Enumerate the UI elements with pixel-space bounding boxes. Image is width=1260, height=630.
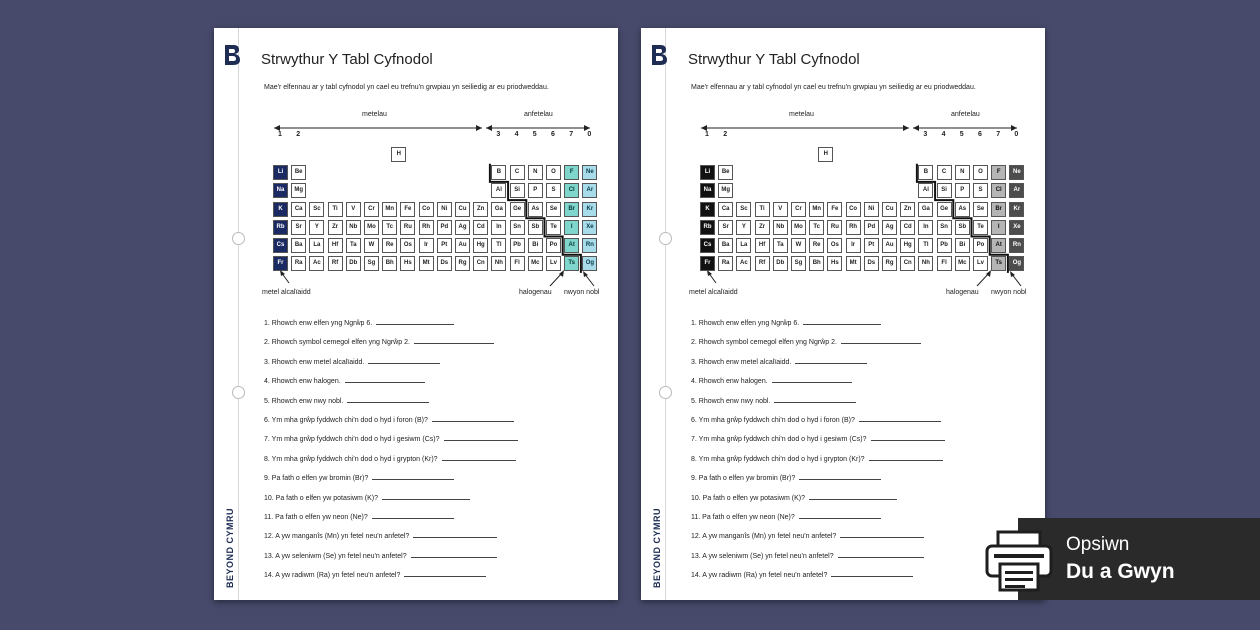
element-cell: Ar (1009, 183, 1024, 198)
element-cell: Ru (827, 220, 842, 235)
element-cell: Sb (955, 220, 970, 235)
element-cell: Cs (700, 238, 715, 253)
group-number: 7 (996, 131, 1001, 138)
worksheet-title: Strwythur Y Tabl Cyfnodol (261, 51, 433, 68)
question-item: 9. Pa fath o elfen yw bromin (Br)? (264, 473, 454, 482)
element-cell: Ru (400, 220, 415, 235)
answer-blank[interactable] (859, 415, 941, 422)
element-cell: Br (991, 202, 1006, 217)
group-number: 2 (723, 131, 728, 138)
group-number: 1 (705, 131, 709, 138)
element-cell: Rh (846, 220, 861, 235)
element-cell: Ba (718, 238, 733, 253)
element-cell: Ti (755, 202, 770, 217)
answer-blank[interactable] (347, 396, 429, 403)
side-brand: BEYOND CYMRU (652, 507, 662, 589)
element-cell: Cr (364, 202, 379, 217)
element-cell: Rg (882, 256, 897, 271)
element-cell: Rn (1009, 238, 1024, 253)
element-cell: Pt (437, 238, 452, 253)
element-cell: Se (546, 202, 561, 217)
element-cell: Bi (528, 238, 543, 253)
group-number: 5 (532, 131, 537, 138)
element-cell: N (955, 165, 970, 180)
element-cell: Nb (346, 220, 361, 235)
element-cell: K (273, 202, 288, 217)
element-cell: Sb (528, 220, 543, 235)
group-number: 4 (941, 131, 946, 138)
element-cell: Al (491, 183, 506, 198)
element-cell: Na (273, 183, 288, 198)
element-cell: Au (455, 238, 470, 253)
element-cell: Cs (273, 238, 288, 253)
group-number: 7 (569, 131, 574, 138)
element-cell: Fl (510, 256, 525, 271)
element-cell: Fe (400, 202, 415, 217)
element-cell: V (773, 202, 788, 217)
element-cell: At (564, 238, 579, 253)
element-cell: Mt (846, 256, 861, 271)
element-cell: Ge (510, 202, 525, 217)
group-number: 0 (587, 131, 592, 138)
element-cell: B (918, 165, 933, 180)
answer-blank[interactable] (871, 434, 945, 441)
element-cell: Mc (528, 256, 543, 271)
question-item: 10. Pa fath o elfen yw potasiwm (K)? (264, 493, 470, 502)
element-cell: Ga (918, 202, 933, 217)
element-cell: Ds (437, 256, 452, 271)
element-cell: Zn (900, 202, 915, 217)
element-cell: Co (846, 202, 861, 217)
question-item: 5. Rhowch enw nwy nobl. (691, 396, 856, 405)
element-cell: Y (309, 220, 324, 235)
element-cell: Zr (755, 220, 770, 235)
answer-blank[interactable] (372, 512, 454, 519)
element-cell: Sc (736, 202, 751, 217)
question-item: 12. A yw manganîs (Mn) yn fetel neu'n anfetel? (264, 531, 497, 540)
question-item: 13. A yw seleniwm (Se) yn fetel neu'n anfetel? (691, 551, 924, 560)
answer-blank[interactable] (404, 570, 486, 577)
answer-blank[interactable] (869, 454, 943, 461)
answer-blank[interactable] (799, 473, 881, 480)
element-cell: Xe (1009, 220, 1024, 235)
element-cell: Cu (455, 202, 470, 217)
question-item: 1. Rhowch enw elfen yng Ngrŵp 6. (691, 318, 881, 327)
element-cell: Tl (918, 238, 933, 253)
element-cell: Ti (328, 202, 343, 217)
question-item: 3. Rhowch enw metel alcalïaidd. (691, 357, 867, 366)
element-cell: Bh (809, 256, 824, 271)
noble-gases-callout: nwyon nobl (991, 289, 1027, 296)
halogens-callout: halogenau (519, 289, 552, 296)
answer-blank[interactable] (772, 376, 852, 383)
alkali-callout: metel alcalïaidd (689, 289, 738, 296)
element-cell: Bh (382, 256, 397, 271)
element-cell: I (991, 220, 1006, 235)
answer-blank[interactable] (841, 337, 921, 344)
question-item: 3. Rhowch enw metel alcalïaidd. (264, 357, 440, 366)
element-cell: O (546, 165, 561, 180)
element-cell: Ag (882, 220, 897, 235)
element-cell: Ag (455, 220, 470, 235)
worksheet-color[interactable] (214, 28, 618, 600)
group-number: 5 (959, 131, 964, 138)
element-cell: Hg (473, 238, 488, 253)
element-cell: Fr (700, 256, 715, 271)
answer-blank[interactable] (838, 551, 924, 558)
element-cell: S (973, 183, 988, 198)
element-cell: Cd (473, 220, 488, 235)
group-number: 2 (296, 131, 301, 138)
worksheet-intro: Mae'r elfennau ar y tabl cyfnodol yn cael eu trefnu'n grwpiau yn seiliedig ar eu priodweddau. (264, 84, 549, 91)
worksheet-title: Strwythur Y Tabl Cyfnodol (688, 51, 860, 68)
element-cell: Mg (291, 183, 306, 198)
element-cell: Be (291, 165, 306, 180)
element-cell: Xe (582, 220, 597, 235)
element-cell: Bi (955, 238, 970, 253)
element-cell: Te (973, 220, 988, 235)
element-cell: Po (546, 238, 561, 253)
question-item: 5. Rhowch enw nwy nobl. (264, 396, 429, 405)
question-item: 11. Pa fath o elfen yw neon (Ne)? (691, 512, 881, 521)
question-item: 12. A yw manganîs (Mn) yn fetel neu'n anfetel? (691, 531, 924, 540)
element-cell: Mt (419, 256, 434, 271)
element-cell: Ac (736, 256, 751, 271)
element-cell: K (700, 202, 715, 217)
question-item: 7. Ym mha grŵp fyddwch chi'n dod o hyd i gesiwm (Cs)? (264, 434, 518, 443)
nonmetals-label: anfetelau (524, 111, 553, 118)
element-cell: Ni (437, 202, 452, 217)
element-cell: Y (736, 220, 751, 235)
answer-blank[interactable] (413, 531, 497, 538)
element-cell: Hf (755, 238, 770, 253)
element-cell: P (955, 183, 970, 198)
question-item: 10. Pa fath o elfen yw potasiwm (K)? (691, 493, 897, 502)
element-cell: At (991, 238, 1006, 253)
element-cell: Lv (546, 256, 561, 271)
answer-blank[interactable] (432, 415, 514, 422)
element-cell: H (391, 147, 406, 162)
element-cell: F (564, 165, 579, 180)
element-cell: C (937, 165, 952, 180)
group-number: 6 (551, 131, 555, 138)
element-cell: Db (773, 256, 788, 271)
element-cell: Tl (491, 238, 506, 253)
answer-blank[interactable] (411, 551, 497, 558)
answer-blank[interactable] (376, 318, 454, 325)
element-cell: Fe (827, 202, 842, 217)
element-cell: Ga (491, 202, 506, 217)
badge-option-label: Opsiwn (1066, 534, 1130, 555)
element-cell: Zr (328, 220, 343, 235)
element-cell: In (491, 220, 506, 235)
answer-blank[interactable] (774, 396, 856, 403)
element-cell: Hs (827, 256, 842, 271)
element-cell: Cl (564, 183, 579, 198)
element-cell: Hf (328, 238, 343, 253)
group-number: 3 (496, 131, 501, 138)
question-item: 14. A yw radiwm (Ra) yn fetel neu'n anfetel? (691, 570, 913, 579)
element-cell: Fl (937, 256, 952, 271)
answer-blank[interactable] (382, 493, 470, 500)
badge-bw-label: Du a Gwyn (1066, 560, 1175, 583)
element-cell: Os (827, 238, 842, 253)
element-cell: Li (273, 165, 288, 180)
question-item: 2. Rhowch symbol cemegol elfen yng Ngrŵp 2. (691, 337, 921, 346)
element-cell: Ra (291, 256, 306, 271)
element-cell: Ds (864, 256, 879, 271)
element-cell: Ta (773, 238, 788, 253)
element-cell: Kr (582, 202, 597, 217)
element-cell: Os (400, 238, 415, 253)
element-cell: Mo (791, 220, 806, 235)
element-cell: Cr (791, 202, 806, 217)
answer-blank[interactable] (799, 512, 881, 519)
answer-blank[interactable] (831, 570, 913, 577)
element-cell: Ge (937, 202, 952, 217)
element-cell: Br (564, 202, 579, 217)
element-cell: Rf (755, 256, 770, 271)
element-cell: Ts (564, 256, 579, 271)
answer-blank[interactable] (368, 357, 440, 364)
element-cell: Te (546, 220, 561, 235)
element-cell: Pd (437, 220, 452, 235)
printer-icon (984, 528, 1054, 592)
element-cell: Po (973, 238, 988, 253)
element-cell: Sn (510, 220, 525, 235)
element-cell: Ac (309, 256, 324, 271)
worksheet-black-white[interactable] (641, 28, 1045, 600)
element-cell: W (364, 238, 379, 253)
element-cell: Rb (700, 220, 715, 235)
element-cell: Mn (382, 202, 397, 217)
answer-blank[interactable] (795, 357, 867, 364)
callout-arrows (641, 28, 1045, 328)
element-cell: Kr (1009, 202, 1024, 217)
element-cell: Na (700, 183, 715, 198)
element-cell: Sn (937, 220, 952, 235)
element-cell: P (528, 183, 543, 198)
element-cell: Ba (291, 238, 306, 253)
group-number: 3 (923, 131, 928, 138)
element-cell: H (818, 147, 833, 162)
element-cell: Mo (364, 220, 379, 235)
black-white-option-badge[interactable] (1018, 518, 1260, 600)
element-cell: Cl (991, 183, 1006, 198)
element-cell: O (973, 165, 988, 180)
element-cell: Ts (991, 256, 1006, 271)
question-item: 11. Pa fath o elfen yw neon (Ne)? (264, 512, 454, 521)
answer-blank[interactable] (372, 473, 454, 480)
element-cell: Ir (846, 238, 861, 253)
metals-label: metelau (789, 111, 814, 118)
element-cell: Li (700, 165, 715, 180)
nonmetals-label: anfetelau (951, 111, 980, 118)
element-cell: Ne (1009, 165, 1024, 180)
question-item: 4. Rhowch enw halogen. (264, 376, 425, 385)
element-cell: Be (718, 165, 733, 180)
element-cell: C (510, 165, 525, 180)
element-cell: Lv (973, 256, 988, 271)
element-cell: As (528, 202, 543, 217)
element-cell: Ar (582, 183, 597, 198)
element-cell: Sg (791, 256, 806, 271)
binder-hole (232, 386, 245, 399)
element-cell: Au (882, 238, 897, 253)
element-cell: Zn (473, 202, 488, 217)
element-cell: Mn (809, 202, 824, 217)
noble-gases-callout: nwyon nobl (564, 289, 600, 296)
element-cell: Rh (419, 220, 434, 235)
element-cell: Cd (900, 220, 915, 235)
worksheet-intro: Mae'r elfennau ar y tabl cyfnodol yn cael eu trefnu'n grwpiau yn seiliedig ar eu priodweddau. (691, 84, 976, 91)
element-cell: Se (973, 202, 988, 217)
group-number: 1 (278, 131, 282, 138)
element-cell: Nb (773, 220, 788, 235)
element-cell: Hs (400, 256, 415, 271)
element-cell: Re (809, 238, 824, 253)
metals-label: metelau (362, 111, 387, 118)
element-cell: S (546, 183, 561, 198)
element-cell: Sc (309, 202, 324, 217)
question-item: 4. Rhowch enw halogen. (691, 376, 852, 385)
element-cell: B (491, 165, 506, 180)
element-cell: I (564, 220, 579, 235)
element-cell: Nh (491, 256, 506, 271)
question-item: 2. Rhowch symbol cemegol elfen yng Ngrŵp 2. (264, 337, 494, 346)
question-item: 7. Ym mha grŵp fyddwch chi'n dod o hyd i gesiwm (Cs)? (691, 434, 945, 443)
element-cell: Nh (918, 256, 933, 271)
answer-blank[interactable] (803, 318, 881, 325)
alkali-callout: metel alcalïaidd (262, 289, 311, 296)
binder-hole (659, 386, 672, 399)
answer-blank[interactable] (840, 531, 924, 538)
question-item: 6. Ym mha grŵp fyddwch chi'n dod o hyd i foron (B)? (264, 415, 514, 424)
element-cell: Ni (864, 202, 879, 217)
element-cell: Og (1009, 256, 1024, 271)
element-cell: Rf (328, 256, 343, 271)
element-cell: Sr (291, 220, 306, 235)
element-cell: Db (346, 256, 361, 271)
element-cell: N (528, 165, 543, 180)
element-cell: Cn (473, 256, 488, 271)
group-number: 4 (514, 131, 519, 138)
element-cell: Hg (900, 238, 915, 253)
element-cell: F (991, 165, 1006, 180)
halogens-callout: halogenau (946, 289, 979, 296)
answer-blank[interactable] (442, 454, 516, 461)
element-cell: Cu (882, 202, 897, 217)
answer-blank[interactable] (444, 434, 518, 441)
element-cell: Re (382, 238, 397, 253)
element-cell: V (346, 202, 361, 217)
element-cell: Al (918, 183, 933, 198)
element-cell: Rb (273, 220, 288, 235)
element-cell: Sg (364, 256, 379, 271)
question-item: 14. A yw radiwm (Ra) yn fetel neu'n anfetel? (264, 570, 486, 579)
element-cell: Si (937, 183, 952, 198)
element-cell: La (309, 238, 324, 253)
element-cell: Pt (864, 238, 879, 253)
element-cell: Pd (864, 220, 879, 235)
element-cell: W (791, 238, 806, 253)
side-brand: BEYOND CYMRU (225, 507, 235, 589)
group-number: 6 (978, 131, 982, 138)
element-cell: Ne (582, 165, 597, 180)
callout-arrows (214, 28, 618, 328)
answer-blank[interactable] (345, 376, 425, 383)
element-cell: Ra (718, 256, 733, 271)
element-cell: Pb (937, 238, 952, 253)
element-cell: Rg (455, 256, 470, 271)
element-cell: Sr (718, 220, 733, 235)
element-cell: Tc (809, 220, 824, 235)
question-item: 9. Pa fath o elfen yw bromin (Br)? (691, 473, 881, 482)
element-cell: Tc (382, 220, 397, 235)
element-cell: Ca (718, 202, 733, 217)
question-item: 1. Rhowch enw elfen yng Ngrŵp 6. (264, 318, 454, 327)
question-item: 13. A yw seleniwm (Se) yn fetel neu'n anfetel? (264, 551, 497, 560)
answer-blank[interactable] (414, 337, 494, 344)
element-cell: In (918, 220, 933, 235)
element-cell: Mg (718, 183, 733, 198)
element-cell: Ir (419, 238, 434, 253)
element-cell: Ca (291, 202, 306, 217)
element-cell: Si (510, 183, 525, 198)
element-cell: Rn (582, 238, 597, 253)
element-cell: Co (419, 202, 434, 217)
question-item: 6. Ym mha grŵp fyddwch chi'n dod o hyd i foron (B)? (691, 415, 941, 424)
element-cell: Ta (346, 238, 361, 253)
element-cell: Cn (900, 256, 915, 271)
group-number: 0 (1014, 131, 1019, 138)
question-item: 8. Ym mha grŵp fyddwch chi'n dod o hyd i grypton (Kr)? (691, 454, 943, 463)
element-cell: La (736, 238, 751, 253)
question-item: 8. Ym mha grŵp fyddwch chi'n dod o hyd i grypton (Kr)? (264, 454, 516, 463)
element-cell: Og (582, 256, 597, 271)
element-cell: Mc (955, 256, 970, 271)
element-cell: Fr (273, 256, 288, 271)
answer-blank[interactable] (809, 493, 897, 500)
element-cell: As (955, 202, 970, 217)
element-cell: Pb (510, 238, 525, 253)
